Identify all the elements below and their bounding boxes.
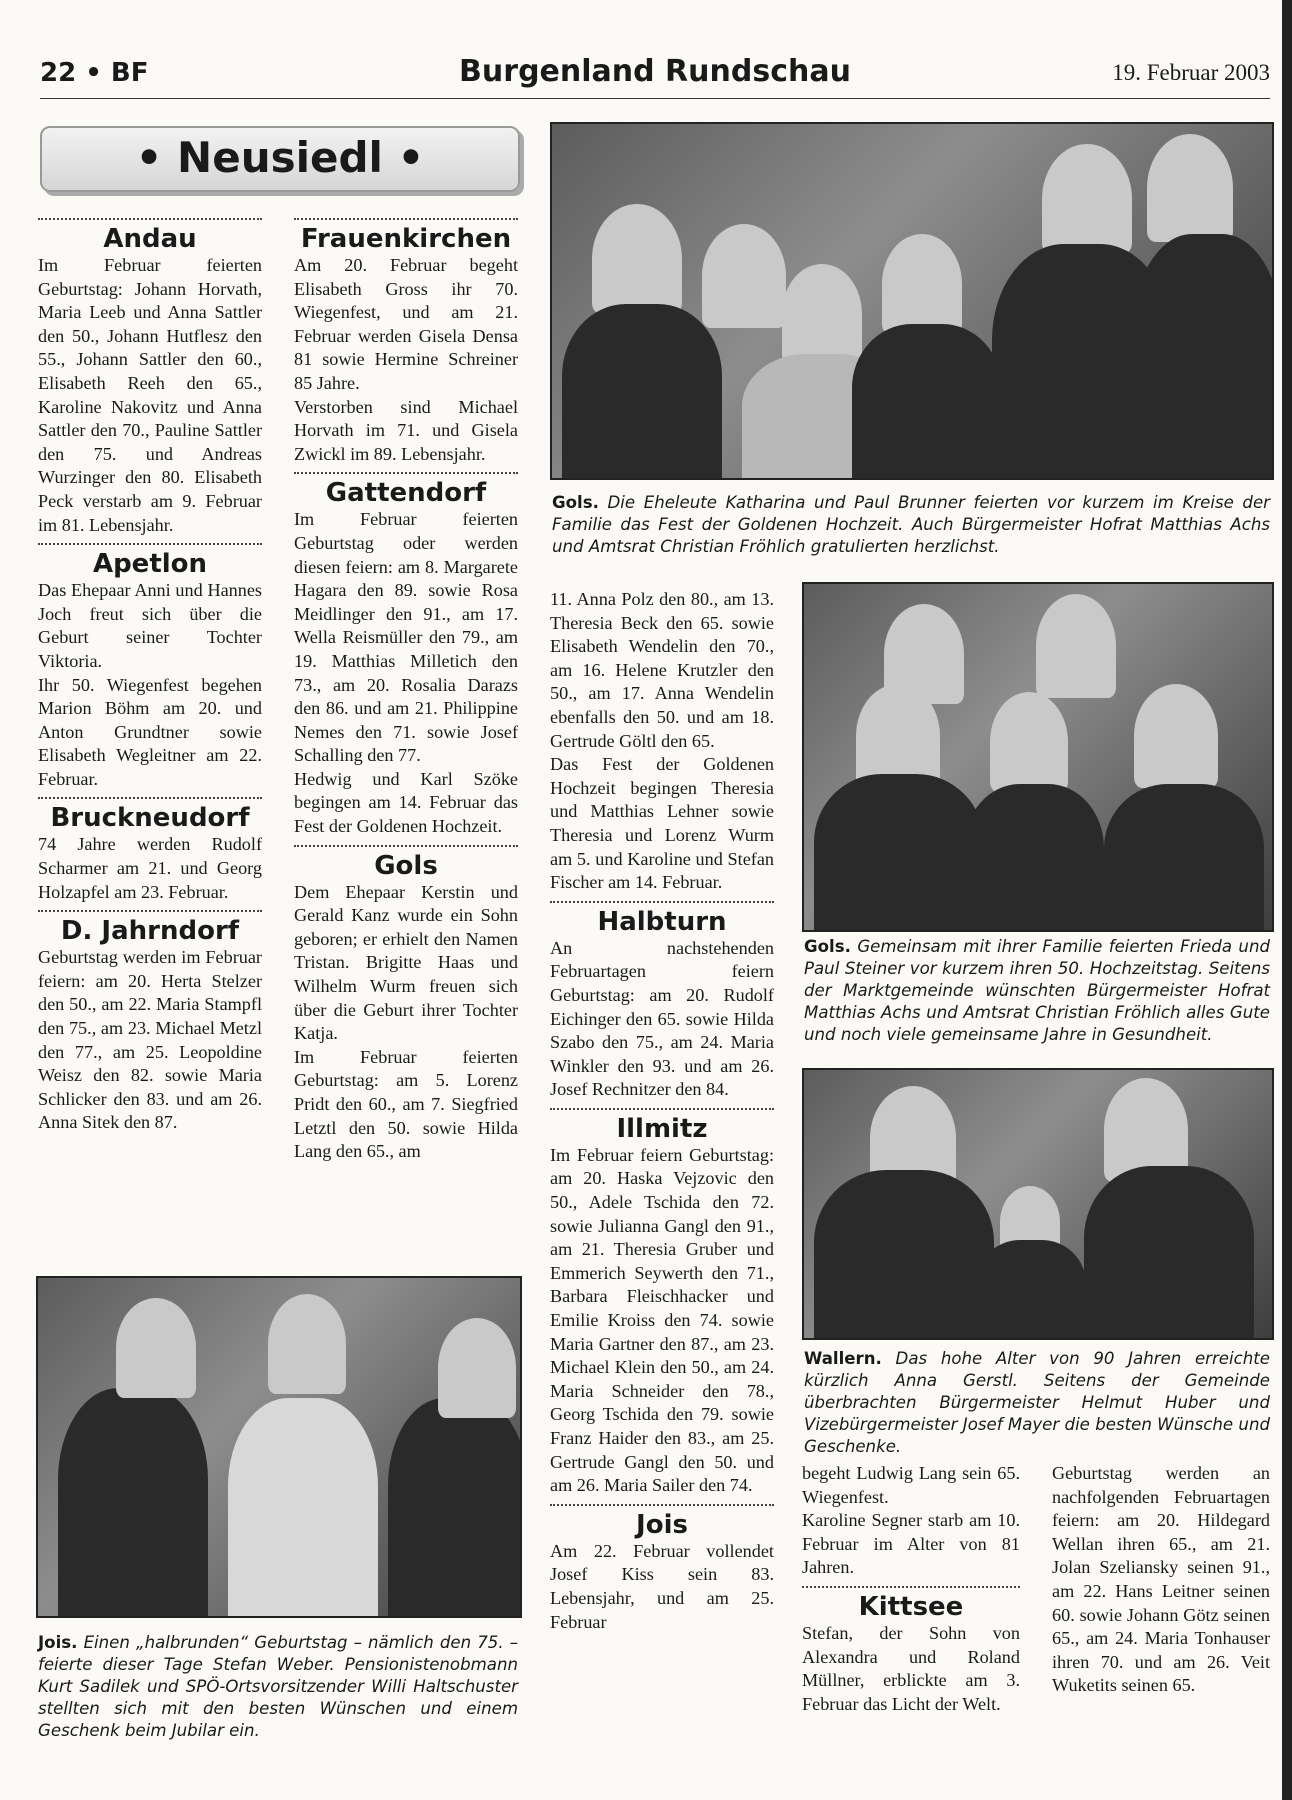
photo-figure bbox=[702, 224, 786, 328]
caption-place: Gols. bbox=[552, 493, 599, 512]
text-kittsee-continued: Geburtstag werden an nachfolgenden Februartagen feiern: am 20. Hildegard Wellan ihren 65., am 21. Jolan Szeliansky seinen 91., am 22. Hans Leitner seinen 60. sowie Johann Götz seinen 65., am 24. Maria Tonhauser ihren 70. und am 26. Veit Wuketits seinen 65. bbox=[1052, 1463, 1270, 1696]
heading-gols: Gols bbox=[374, 850, 438, 881]
heading-halbturn: Halbturn bbox=[597, 906, 727, 937]
heading-bruckneudorf: Bruckneudorf bbox=[50, 803, 250, 834]
text-jois: Am 22. Februar vollendet Josef Kiss sein 83. Lebensjahr, und am 25. Februar bbox=[550, 1540, 774, 1632]
scan-edge bbox=[1282, 0, 1292, 1800]
photo-figure bbox=[58, 1388, 208, 1618]
heading-gattendorf: Gattendorf bbox=[325, 478, 487, 509]
page-header bbox=[40, 52, 1270, 99]
caption-text: Das hohe Alter von 90 Jahren erreichte kürzlich Anna Gerstl. Seitens der Gemeinde überbrachten Bürgermeister Helmut Huber und Vizebürgermeister Josef Mayer die besten Wünsche und Geschenke. bbox=[804, 1349, 1270, 1456]
photo-figure bbox=[1036, 594, 1116, 698]
photo-jois bbox=[36, 1276, 522, 1618]
text-jois-continued-2: Karoline Segner starb am 10. Februar im Alter von 81 Jahren. bbox=[802, 1510, 1020, 1578]
heading-d-jahrndorf: D. Jahrndorf bbox=[60, 916, 240, 947]
text-apetlon-1: Das Ehepaar Anni und Hannes Joch freut sich über die Geburt seiner Tochter Viktoria. bbox=[38, 580, 262, 671]
column-1 bbox=[38, 212, 262, 1135]
photo-gols-golden-wedding bbox=[550, 122, 1274, 480]
page-number: 22 • BF bbox=[40, 58, 149, 88]
photo-figure bbox=[782, 264, 862, 364]
photo-figure bbox=[592, 204, 682, 314]
divider bbox=[294, 845, 518, 847]
caption-jois bbox=[38, 1632, 518, 1742]
text-halbturn: An nachstehenden Februartagen feiern Geburtstag: am 20. Rudolf Eichinger den 65. sowie Hilda Szabo den 75., am 24. Maria Winkler den 93. und am 26. Josef Rechnitzer den 84. bbox=[550, 937, 774, 1100]
heading-kittsee: Kittsee bbox=[858, 1591, 964, 1622]
photo-figure bbox=[990, 692, 1068, 792]
text-illmitz: Im Februar feiern Geburtstag: am 20. Haska Vejzovic den 50., Adele Tschida den 72. sowie Julianna Gangl den 91., am 21. Theresia Gruber und Emmerich Seywerth den 71., Barbara Fleischhacker und Emilie Kroiss den 74. sowie Maria Gartner den 87., am 23. Michael Klein den 50., am 24. Maria Schneider den 78., Georg Tschida den 79. sowie Franz Haider den 83., am 25. Gertrude Gangl den 50. und am 26. Maria Sailer den 74. bbox=[550, 1144, 774, 1496]
caption-text: Die Eheleute Katharina und Paul Brunner feierten vor kurzem im Kreise der Familie das Fest der Goldenen Hochzeit. Auch Bürgermeister Hofrat Matthias Achs und Amtsrat Christian Fröhlich gratulierten herzlichst. bbox=[552, 493, 1270, 556]
photo-figure bbox=[1104, 784, 1264, 932]
photo-gols-50th-anniversary bbox=[802, 582, 1274, 932]
photo-figure bbox=[562, 304, 722, 480]
text-bruckneudorf: 74 Jahre werden Rudolf Scharmer am 21. und Georg Holzapfel am 23. Februar. bbox=[38, 834, 262, 902]
text-gols-2: Im Februar feierten Geburtstag: am 5. Lorenz Pridt den 60., am 7. Siegfried Letztl den 50. sowie Hilda Lang den 65., am bbox=[294, 1046, 518, 1162]
text-gols-continued-2: Das Fest der Goldenen Hochzeit begingen Theresia und Matthias Lehner sowie Theresia und Lorenz Wurm am 5. und Karoline und Stefan Fischer am 14. Februar. bbox=[550, 754, 774, 893]
heading-apetlon: Apetlon bbox=[92, 549, 208, 580]
photo-figure bbox=[976, 1240, 1086, 1340]
photo-figure bbox=[1042, 144, 1132, 254]
text-andau: Im Februar feierten Geburtstag: Johann Horvath, Maria Leeb und Anna Sattler den 50., Johann Hutflesz den 55., Johann Sattler den 60., Elisabeth Reeh den 65., Karoline Nakovitz und Anna Sattler den 70., Pauline Sattler den 75. und Andreas Wurzinger den 80. Elisabeth Peck verstarb am 9. Februar im 81. Lebensjahr. bbox=[38, 255, 262, 535]
caption-wallern bbox=[804, 1348, 1270, 1458]
divider bbox=[38, 797, 262, 799]
photo-figure bbox=[438, 1318, 516, 1418]
text-jois-continued-1: begeht Ludwig Lang sein 65. Wiegenfest. bbox=[802, 1463, 1020, 1507]
photo-figure bbox=[1134, 684, 1218, 788]
photo-wallern bbox=[802, 1068, 1274, 1340]
column-4 bbox=[802, 1462, 1020, 1716]
text-d-jahrndorf: Geburtstag werden im Februar feiern: am 20. Herta Stelzer den 50., am 22. Maria Stampfl den 75., am 23. Michael Metzl den 77., am 25. Leopoldine Weisz den 82. sowie Maria Schlicker den 83. und am 26. Anna Sitek den 87. bbox=[38, 947, 262, 1133]
text-frauenkirchen-1: Am 20. Februar begeht Elisabeth Gross ihr 70. Wiegenfest, und am 21. Februar werden Gisela Densa 81 sowie Hermine Schreiner 85 Jahre. bbox=[294, 255, 518, 393]
photo-figure bbox=[1084, 1166, 1254, 1340]
heading-frauenkirchen: Frauenkirchen bbox=[300, 224, 512, 254]
column-2 bbox=[294, 212, 518, 1164]
text-gattendorf-2: Hedwig und Karl Szöke begingen am 14. Februar das Fest der Goldenen Hochzeit. bbox=[294, 768, 518, 837]
photo-figure bbox=[856, 684, 940, 788]
divider bbox=[550, 901, 774, 903]
divider bbox=[294, 218, 518, 220]
text-gattendorf-1: Im Februar feierten Geburtstag oder werden diesen feiern: am 8. Margarete Hagara den 89. sowie Rosa Meidlinger den 91., am 17. Wella Reismüller den 79., am 19. Matthias Milletich den 73., am 20. Rosalia Darazs den 86. und am 21. Philippine Nemes den 71. sowie Josef Schalling den 77. bbox=[294, 509, 518, 766]
photo-figure bbox=[268, 1294, 346, 1394]
photo-figure bbox=[1147, 134, 1233, 242]
caption-text: Einen „halbrunden“ Geburtstag – nämlich den 75. – feierte dieser Tage Stefan Weber. Pensionistenobmann Kurt Sadilek und SPÖ-Ortsvorsitzender Willi Haltschuster stellten sich mit den besten Wünschen und einem Geschenk beim Jubilar ein. bbox=[38, 1633, 518, 1740]
divider bbox=[38, 218, 262, 220]
caption-text: Gemeinsam mit ihrer Familie feierten Frieda und Paul Steiner vor kurzem ihren 50. Hochzeitstag. Seitens der Marktgemeinde wünschten Bürgermeister Hofrat Matthias Achs und Amtsrat Christian Fröhlich alles Gute und noch viele gemeinsame Jahre in Gesundheit. bbox=[804, 937, 1270, 1044]
newspaper-name: Burgenland Rundschau bbox=[459, 54, 851, 89]
photo-figure bbox=[1132, 234, 1274, 480]
text-gols-continued-1: 11. Anna Polz den 80., am 13. Theresia Beck den 65. sowie Elisabeth Wendelin den 70., am 16. Helene Krutzler den 50., am 17. Anna Wendelin ebenfalls den 50. und am 18. Gertrude Göltl den 65. bbox=[550, 589, 774, 751]
photo-figure bbox=[882, 234, 962, 334]
divider bbox=[294, 472, 518, 474]
divider bbox=[38, 910, 262, 912]
caption-place: Jois. bbox=[38, 1633, 78, 1652]
caption-gols-50th-anniversary bbox=[804, 936, 1270, 1046]
photo-figure bbox=[852, 324, 1002, 480]
caption-place: Gols. bbox=[804, 937, 851, 956]
divider bbox=[802, 1586, 1020, 1588]
text-kittsee: Stefan, der Sohn von Alexandra und Roland Müllner, erblickte am 3. Februar das Licht der Welt. bbox=[802, 1622, 1020, 1714]
issue-date: 19. Februar 2003 bbox=[1112, 60, 1270, 85]
section-title: • Neusiedl • bbox=[40, 126, 520, 192]
photo-figure bbox=[228, 1398, 378, 1618]
heading-andau: Andau bbox=[103, 224, 197, 254]
divider bbox=[550, 1504, 774, 1506]
photo-figure bbox=[814, 1170, 994, 1340]
divider bbox=[38, 543, 262, 545]
caption-place: Wallern. bbox=[804, 1349, 882, 1368]
photo-figure bbox=[116, 1298, 196, 1398]
divider bbox=[550, 1108, 774, 1110]
photo-figure bbox=[814, 774, 984, 932]
heading-jois: Jois bbox=[636, 1509, 688, 1540]
photo-figure bbox=[964, 784, 1104, 932]
column-5 bbox=[1052, 1462, 1270, 1698]
heading-illmitz: Illmitz bbox=[616, 1113, 708, 1144]
text-apetlon-2: Ihr 50. Wiegenfest begehen Marion Böhm am 20. und Anton Grundtner sowie Elisabeth Wegleitner am 22. Februar. bbox=[38, 674, 262, 789]
text-gols-1: Dem Ehepaar Kerstin und Gerald Kanz wurde ein Sohn geboren; er erhielt den Namen Tristan. Brigitte Haas und Wilhelm Wurm freuen sich über die Geburt ihrer Tochter Katja. bbox=[294, 881, 518, 1044]
column-3 bbox=[550, 588, 774, 1634]
text-frauenkirchen-2: Verstorben sind Michael Horvath im 71. und Gisela Zwickl im 89. Lebensjahr. bbox=[294, 396, 518, 464]
photo-figure bbox=[388, 1398, 522, 1618]
caption-gols-golden-wedding bbox=[552, 492, 1270, 558]
